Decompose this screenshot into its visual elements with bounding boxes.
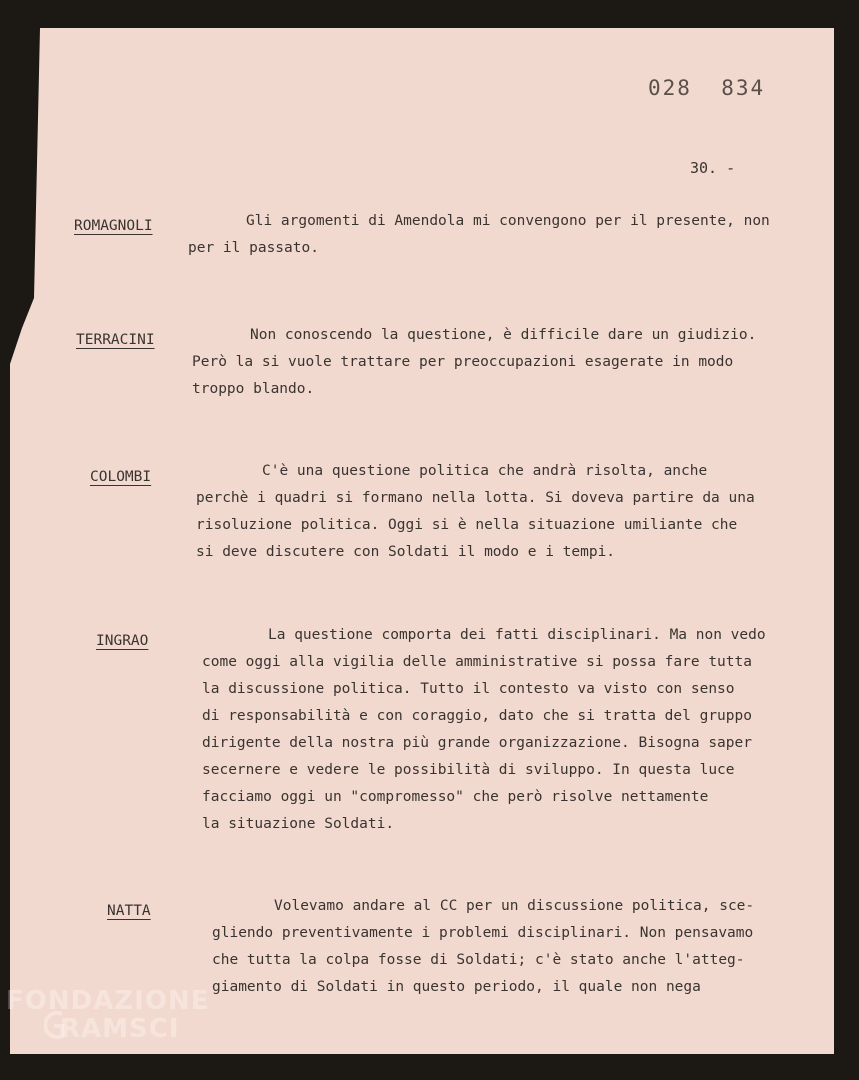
speech-line: la discussione politica. Tutto il contesto va visto con senso <box>202 681 735 697</box>
fondazione-gramsci-watermark <box>0 986 220 1058</box>
speech-text <box>192 322 756 403</box>
speech-line: facciamo oggi un "compromesso" che però risolve nettamente <box>202 789 709 805</box>
speech-line: gliendo preventivamente i problemi disciplinari. Non pensavamo <box>212 925 754 941</box>
speech-line: come oggi alla vigilia delle amministrative si possa fare tutta <box>202 654 752 670</box>
watermark-line-1: FONDAZIONE <box>6 986 210 1016</box>
speaker-name: ROMAGNOLI <box>74 218 153 234</box>
speech-line: troppo blando. <box>192 381 315 397</box>
speech-line: Non conoscendo la questione, è difficile dare un giudizio. <box>250 327 757 343</box>
speech-line: dirigente della nostra più grande organizzazione. Bisogna saper <box>202 735 752 751</box>
watermark-line-2: RAMSCI <box>60 1014 180 1044</box>
speaker-name: COLOMBI <box>90 469 152 485</box>
speech-line: si deve discutere con Soldati il modo e i tempi. <box>196 544 616 560</box>
speech-line: che tutta la colpa fosse di Soldati; c'è stato anche l'atteg- <box>212 952 745 968</box>
speech-line: di responsabilità e con coraggio, dato che si tratta del gruppo <box>202 708 752 724</box>
speech-line: Volevamo andare al CC per un discussione politica, sce- <box>274 898 755 914</box>
speech-line: giamento di Soldati in questo periodo, il quale non nega <box>212 979 701 995</box>
page-number: 30. - <box>690 159 736 177</box>
speech-line: per il passato. <box>188 240 319 256</box>
speaker-name: TERRACINI <box>76 332 155 348</box>
speech-line: risoluzione politica. Oggi si è nella situazione umiliante che <box>196 517 738 533</box>
speech-text <box>188 208 770 262</box>
speech-line: perchè i quadri si formano nella lotta. Si doveva partire da una <box>196 490 755 506</box>
speaker-name: INGRAO <box>96 633 149 649</box>
speech-line: La questione comporta dei fatti disciplinari. Ma non vedo <box>268 627 766 643</box>
speech-line: la situazione Soldati. <box>202 816 395 832</box>
speech-line: C'è una questione politica che andrà risolta, anche <box>262 463 708 479</box>
speaker-name: NATTA <box>107 903 151 919</box>
speech-text <box>202 622 766 838</box>
speech-line: Però la si vuole trattare per preoccupazioni esagerate in modo <box>192 354 734 370</box>
archive-number: 028 834 <box>648 76 766 100</box>
speech-line: Gli argomenti di Amendola mi convengono per il presente, non <box>246 213 770 229</box>
speech-line: secernere e vedere le possibilità di sviluppo. In questa luce <box>202 762 735 778</box>
speech-text <box>212 893 754 1001</box>
speech-text <box>196 458 755 566</box>
